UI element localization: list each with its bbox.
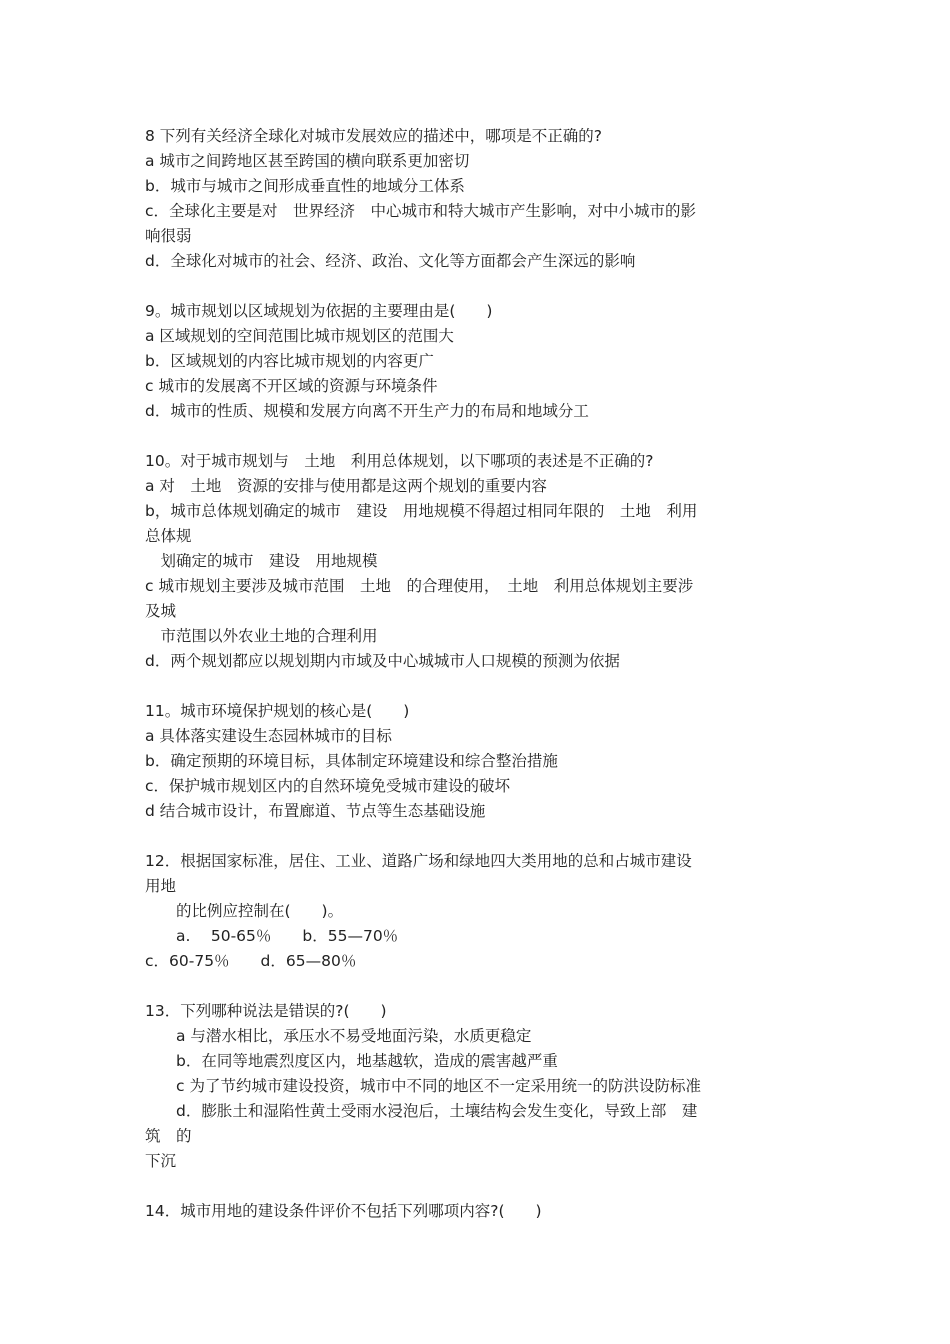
question-11-option-d: d 结合城市设计，布置廊道、节点等生态基础设施 <box>145 802 486 820</box>
question-10 <box>145 449 805 674</box>
question-8-option-b: b．城市与城市之间形成垂直性的地域分工体系 <box>145 177 465 195</box>
question-10-option-b-cont-2: 划确定的城市 建设 用地规模 <box>145 552 378 570</box>
question-10-stem: 10。对于城市规划与 土地 利用总体规划，以下哪项的表述是不正确的? <box>145 452 654 470</box>
question-11-stem: 11。城市环境保护规划的核心是( ) <box>145 702 410 720</box>
question-13-option-b: b．在同等地震烈度区内，地基越软，造成的震害越严重 <box>145 1052 558 1070</box>
question-8 <box>145 124 805 274</box>
question-8-stem: 8 下列有关经济全球化对城市发展效应的描述中，哪项是不正确的? <box>145 127 603 145</box>
question-9-option-b: b．区域规划的内容比城市规划的内容更广 <box>145 352 434 370</box>
question-9 <box>145 299 805 424</box>
question-12-stem-cont: 用地 <box>145 877 177 895</box>
question-12 <box>145 849 805 974</box>
question-12-stem: 12．根据国家标准，居住、工业、道路广场和绿地四大类用地的总和占城市建设 <box>145 852 692 870</box>
question-14 <box>145 1199 805 1224</box>
question-12-options-ab: a. 50-65％ b．55—70％ <box>145 927 399 945</box>
question-13-option-c: c 为了节约城市建设投资，城市中不同的地区不一定采用统一的防洪设防标准 <box>145 1077 701 1095</box>
question-11 <box>145 699 805 824</box>
question-10-option-d: d．两个规划都应以规划期内市域及中心城城市人口规模的预测为依据 <box>145 652 620 670</box>
question-9-stem: 9。城市规划以区域规划为依据的主要理由是( ) <box>145 302 493 320</box>
question-12-stem-cont-2: 的比例应控制在( )。 <box>145 902 344 920</box>
spacer <box>145 424 805 449</box>
question-11-option-a: a 具体落实建设生态园林城市的目标 <box>145 727 392 745</box>
question-10-option-c-cont-2: 市范围以外农业土地的合理利用 <box>145 627 378 645</box>
question-13 <box>145 999 805 1174</box>
spacer <box>145 1174 805 1199</box>
question-10-option-b-cont: 总体规 <box>145 527 192 545</box>
question-13-option-a: a 与潜水相比，承压水不易受地面污染，水质更稳定 <box>145 1027 532 1045</box>
question-9-option-d: d．城市的性质、规模和发展方向离不开生产力的布局和地域分工 <box>145 402 589 420</box>
question-13-option-d-cont: 筑 的 <box>145 1127 192 1145</box>
spacer <box>145 274 805 299</box>
question-11-option-c: c．保护城市规划区内的自然环境免受城市建设的破坏 <box>145 777 511 795</box>
question-10-option-c: c 城市规划主要涉及城市范围 土地 的合理使用， 土地 利用总体规划主要涉 <box>145 577 694 595</box>
question-10-option-b: b，城市总体规划确定的城市 建设 用地规模不得超过相同年限的 土地 利用 <box>145 502 698 520</box>
spacer <box>145 974 805 999</box>
question-14-stem: 14．城市用地的建设条件评价不包括下列哪项内容?( ) <box>145 1202 542 1220</box>
question-13-stem: 13．下列哪种说法是错误的?( ) <box>145 1002 387 1020</box>
spacer <box>145 824 805 849</box>
spacer <box>145 674 805 699</box>
question-13-option-d: d．膨胀土和湿陷性黄土受雨水浸泡后，土壤结构会发生变化，导致上部 建 <box>145 1102 698 1120</box>
question-10-option-c-cont: 及城 <box>145 602 177 620</box>
question-10-option-a: a 对 土地 资源的安排与使用都是这两个规划的重要内容 <box>145 477 547 495</box>
document-body <box>145 124 805 1224</box>
question-9-option-a: a 区域规划的空间范围比城市规划区的范围大 <box>145 327 454 345</box>
question-8-option-d: d．全球化对城市的社会、经济、政治、文化等方面都会产生深远的影响 <box>145 252 636 270</box>
question-12-options-cd: c．60-75％ d．65—80％ <box>145 952 357 970</box>
question-11-option-b: b．确定预期的环境目标，具体制定环境建设和综合整治措施 <box>145 752 558 770</box>
question-13-option-d-cont-2: 下沉 <box>145 1152 177 1170</box>
question-8-option-c: c．全球化主要是对 世界经济 中心城市和特大城市产生影响，对中小城市的影 <box>145 202 697 220</box>
question-8-option-a: a 城市之间跨地区甚至跨国的横向联系更加密切 <box>145 152 470 170</box>
question-8-option-c-cont: 响很弱 <box>145 227 192 245</box>
question-9-option-c: c 城市的发展离不开区域的资源与环境条件 <box>145 377 438 395</box>
